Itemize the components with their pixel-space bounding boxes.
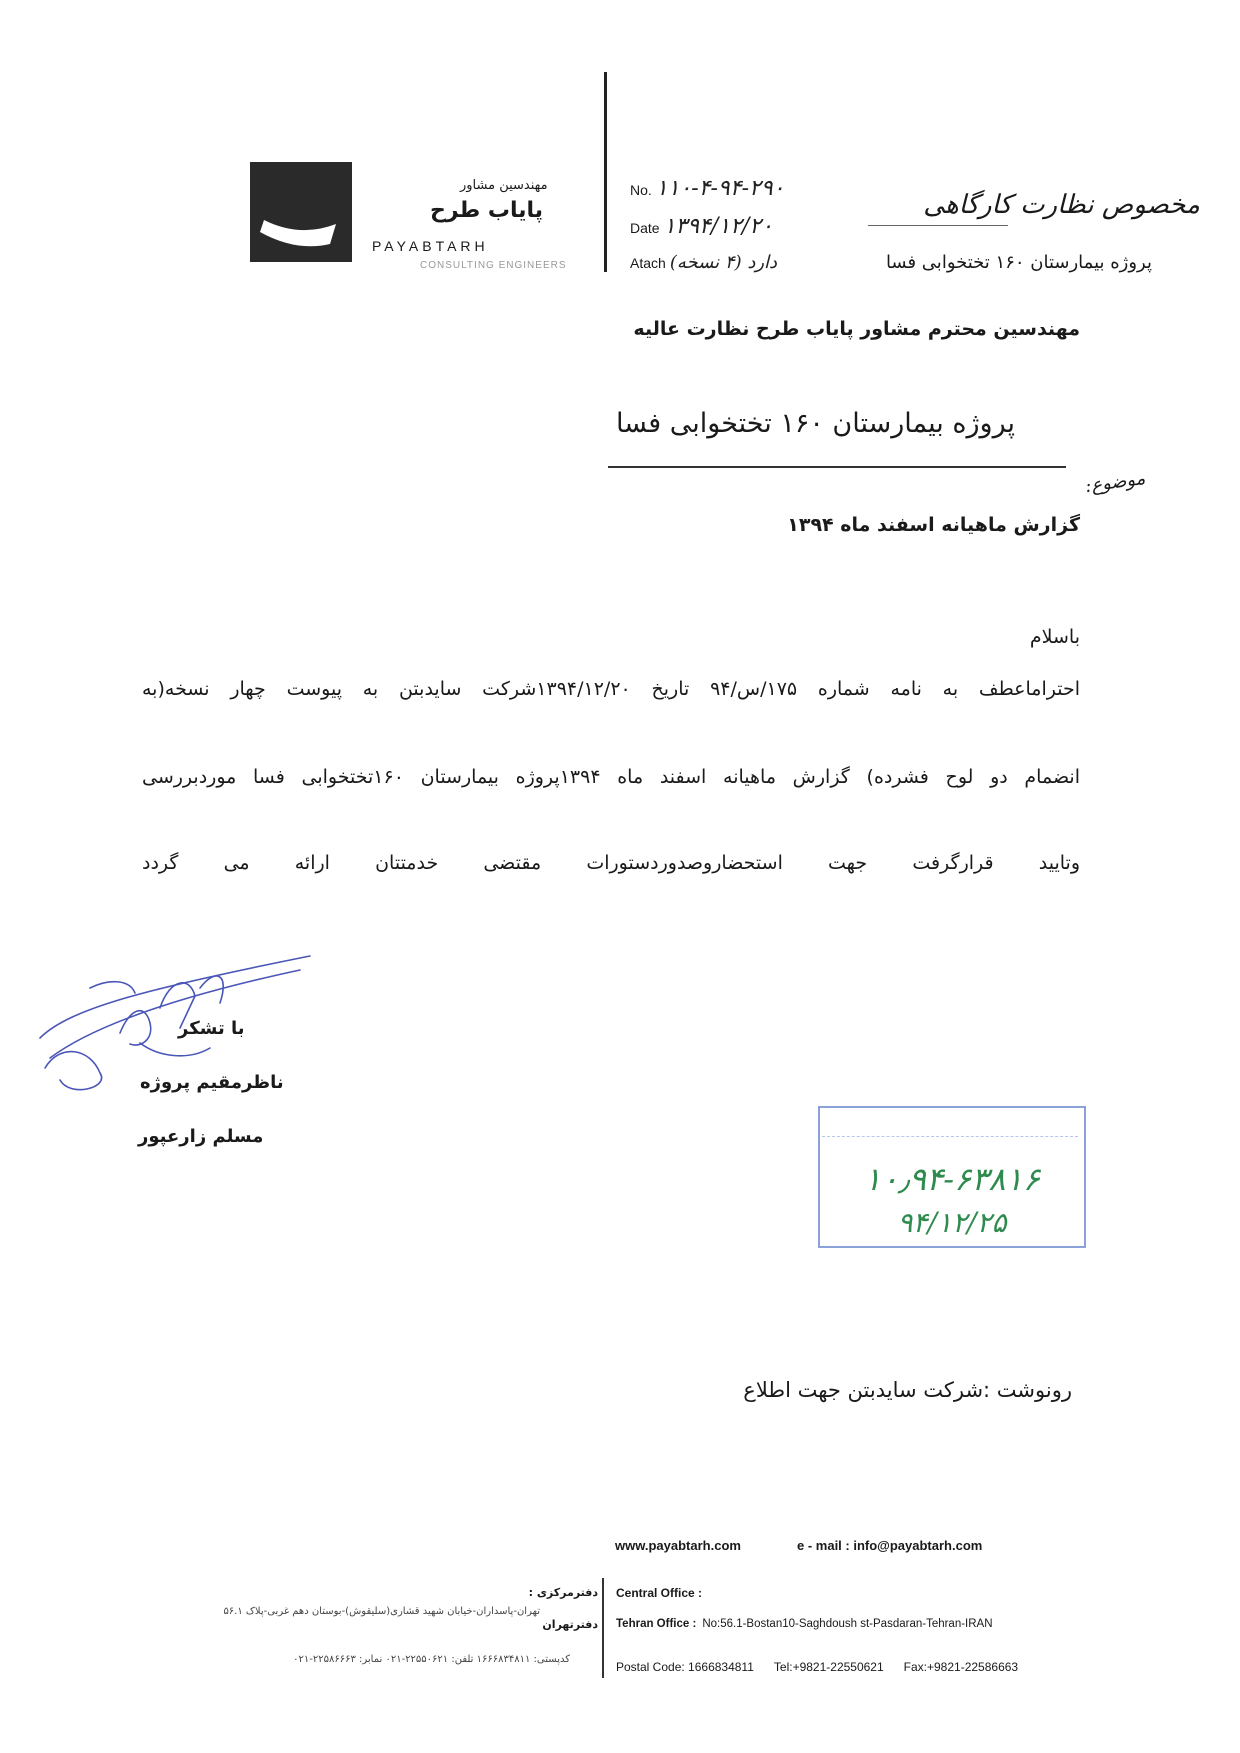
footer-fax: Fax:+9821-22586663: [903, 1660, 1019, 1674]
signature-thanks: با تشکر: [178, 1018, 245, 1039]
signature-name: مسلم زارعپور: [138, 1126, 264, 1147]
signature-role: ناظرمقیم پروژه: [140, 1072, 284, 1093]
footer-tehran-fa-label: دفترتهران: [542, 1618, 598, 1631]
footer-tel: Tel:+9821-22550621: [773, 1660, 884, 1674]
footer-website-link[interactable]: www.payabtarh.com: [615, 1538, 741, 1553]
logo-en-name: PAYABTARH: [372, 238, 489, 254]
header-project: پروژه بیمارستان ۱۶۰ تختخوابی فسا: [885, 252, 1152, 273]
letter-attach-value: دارد (۴ نسخه): [669, 252, 778, 273]
report-title: گزارش ماهیانه اسفند ماه ۱۳۹۴: [787, 514, 1080, 536]
footer-postal-fa: کدپستی: ۱۶۶۶۸۳۴۸۱۱ تلفن: ۲۲۵۵۰۶۲۱-۰۲۱ نمابر: ۲۲۵۸۶۶۶۳-۰۲۱: [293, 1654, 570, 1665]
subject-label: موضوع:: [1083, 467, 1147, 498]
footer-tehran-en-label: Tehran Office :: [616, 1618, 697, 1630]
footer-central-en-label: Central Office :: [616, 1586, 703, 1600]
logo-fa-subtitle: مهندسین مشاور: [460, 178, 548, 193]
carbon-copy: رونوشت :شرکت سایدبتن جهت اطلاع: [743, 1378, 1072, 1402]
letter-number-row: [630, 176, 784, 201]
header-divider: [604, 72, 607, 272]
received-stamp: [818, 1106, 1086, 1248]
letter-number-label: No.: [630, 182, 652, 198]
header-title: مخصوص نظارت کارگاهی: [923, 190, 1200, 220]
letter-date-label: Date: [630, 220, 660, 236]
stamp-header-band: [822, 1110, 1078, 1137]
company-logo: [250, 162, 352, 262]
body-line: احتراماعطف به نامه شماره ۱۷۵/س/۹۴ تاریخ ۱۳۹۴/۱۲/۲۰شرکت سایدبتن به پیوست چهار نسخه(به: [142, 678, 1080, 700]
header-title-underline: [868, 225, 1008, 226]
logo-fa-name: پایاب طرح: [430, 198, 544, 223]
footer-central-fa-label: دفترمرکزی :: [528, 1586, 598, 1599]
letter-attach-row: [630, 252, 777, 273]
greeting: باسلام: [1029, 626, 1080, 648]
footer-divider: [602, 1578, 604, 1678]
logo-en-subtitle: CONSULTING ENGINEERS: [420, 260, 567, 271]
project-name: پروژه بیمارستان ۱۶۰ تختخوابی فسا: [615, 408, 1015, 439]
footer-tehran-en-address: No:56.1-Bostan10-Saghdoush st-Pasdaran-Tehran-IRAN: [702, 1618, 993, 1630]
logo-mark-icon: [250, 162, 352, 262]
stamp-number: ۱۰٫۹۴-۶۳۸۱۶: [864, 1160, 1040, 1198]
addressee: مهندسین محترم مشاور پایاب طرح نظارت عالیه: [633, 318, 1080, 340]
letter-number-value: ۱۱۰-۴-۹۴-۲۹۰: [655, 176, 785, 201]
footer-email-link[interactable]: e - mail : info@payabtarh.com: [797, 1538, 983, 1553]
subject-underline: [608, 466, 1066, 468]
body-line: وتایید قرارگرفت جهت استحضاروصدوردستورات مقتضی خدمتتان ارائه می گردد: [142, 852, 1080, 874]
letter-date-value: ۱۳۹۴/۱۲/۲۰: [663, 214, 773, 239]
footer-tehran-en: [616, 1618, 993, 1630]
footer-postal-en: [616, 1660, 1038, 1674]
footer-postal-code: Postal Code: 1666834811: [616, 1660, 754, 1674]
letter-date-row: [630, 214, 773, 239]
body-line: انضمام دو لوح فشرده) گزارش ماهیانه اسفند ماه ۱۳۹۴پروژه بیمارستان ۱۶۰تختخوابی فسا موردبررسی: [142, 766, 1080, 788]
footer-tehran-fa-address: تهران-پاسداران-خیابان شهید قشاری(سلیقوش)-بوستان دهم غربی-پلاک ۵۶.۱: [223, 1606, 540, 1617]
stamp-date: ۹۴/۱۲/۲۵: [897, 1206, 1007, 1239]
letter-attach-label: Atach: [630, 255, 666, 271]
